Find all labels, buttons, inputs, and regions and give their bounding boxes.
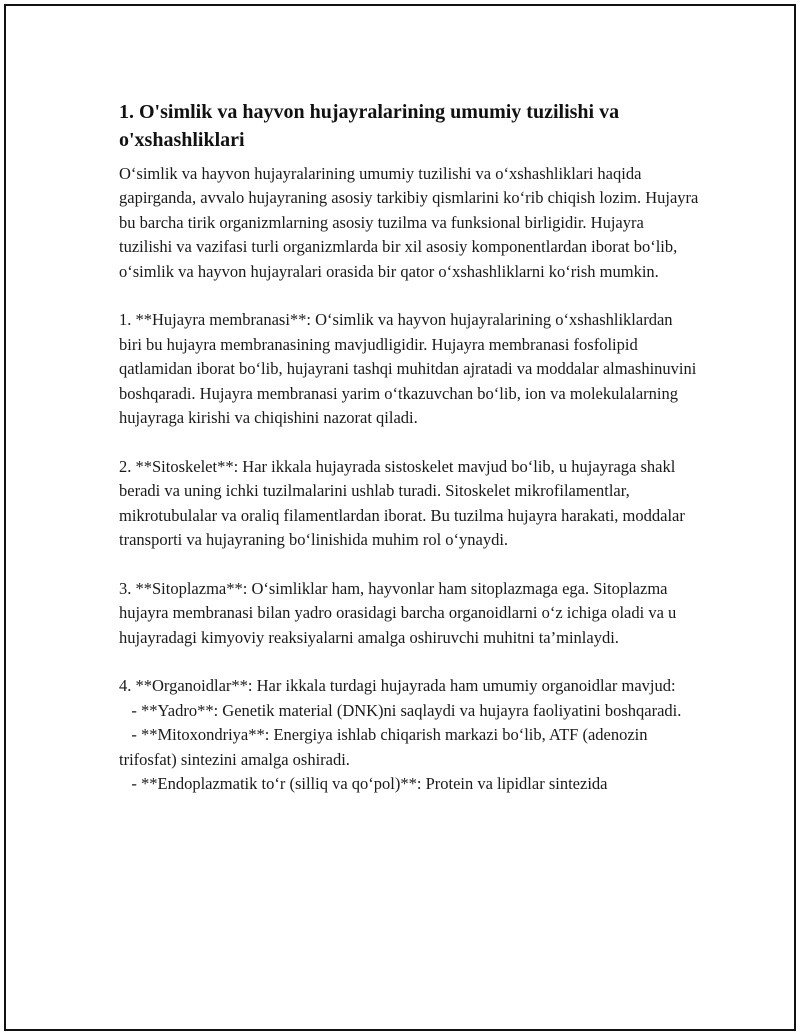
- list-item-organoids: [119, 674, 699, 796]
- list-item-cell-membrane: 1. **Hujayra membranasi**: O‘simlik va hayvon hujayralarining o‘xshashliklardan biri bu hujayra membranasining mavjudligidir. Hujayra membranasi fosfolipid qatlamidan iborat bo‘lib, hujayrani tashqi muhitdan ajratadi va moddalar almashinuvini boshqaradi. Hujayra membranasi yarim o‘tkazuvchan bo‘lib, ion va molekulalarning hujayraga kirishi va chiqishini nazorat qiladi.: [119, 310, 701, 428]
- document-body: [119, 98, 703, 797]
- page-frame: [4, 4, 796, 1031]
- list-item-cytoplasm: 3. **Sitoplazma**: O‘simliklar ham, hayvonlar ham sitoplazmaga ega. Sitoplazma hujayra membranasi bilan yadro orasidagi barcha organoidlarni o‘z ichiga oladi va u hujayradagi kimyoviy reaksiyalarni amalga oshiruvchi muhitni ta’minlaydi.: [119, 578, 681, 647]
- sub-item-endoplasmic-reticulum: - **Endoplazmatik to‘r (silliq va qo‘pol)**: Protein va lipidlar sintezida: [119, 774, 608, 794]
- list-item-cytoskeleton: 2. **Sitoskelet**: Har ikkala hujayrada sistoskelet mavjud bo‘lib, u hujayraga shakl beradi va uning ichki tuzilmalarini ushlab turadi. Sitoskelet mikrofilamentlar, mikrotubulalar va oraliq filamentlardan iborat. Bu tuzilma hujayra harakati, moddalar transporti va hujayraning bo‘linishida muhim rol o‘ynaydi.: [119, 456, 689, 550]
- intro-paragraph: O‘simlik va hayvon hujayralarining umumiy tuzilishi va o‘xshashliklari haqida gapirganda, avvalo hujayraning asosiy tarkibiy qismlarini ko‘rib chiqish lozim. Hujayra bu barcha tirik organizmlarning asosiy tuzilma va funksional birligidir. Hujayra tuzilishi va vazifasi turli organizmlarda bir xil asosiy komponentlardan iborat bo‘lib, o‘simlik va hayvon hujayralari orasida bir qator o‘xshashliklarni ko‘rish mumkin.: [119, 164, 703, 281]
- page-title: 1. O'simlik va hayvon hujayralarining umumiy tuzilishi va o'xshashliklari: [119, 101, 620, 151]
- sub-item-mitochondria: - **Mitoxondriya**: Energiya ishlab chiqarish markazi bo‘lib, ATF (adenozin trifosfat) sintezini amalga oshiradi.: [119, 725, 652, 769]
- sub-item-nucleus: - **Yadro**: Genetik material (DNK)ni saqlaydi va hujayra faoliyatini boshqaradi.: [119, 700, 682, 720]
- organoids-heading: 4. **Organoidlar**: Har ikkala turdagi hujayrada ham umumiy organoidlar mavjud:: [119, 676, 676, 696]
